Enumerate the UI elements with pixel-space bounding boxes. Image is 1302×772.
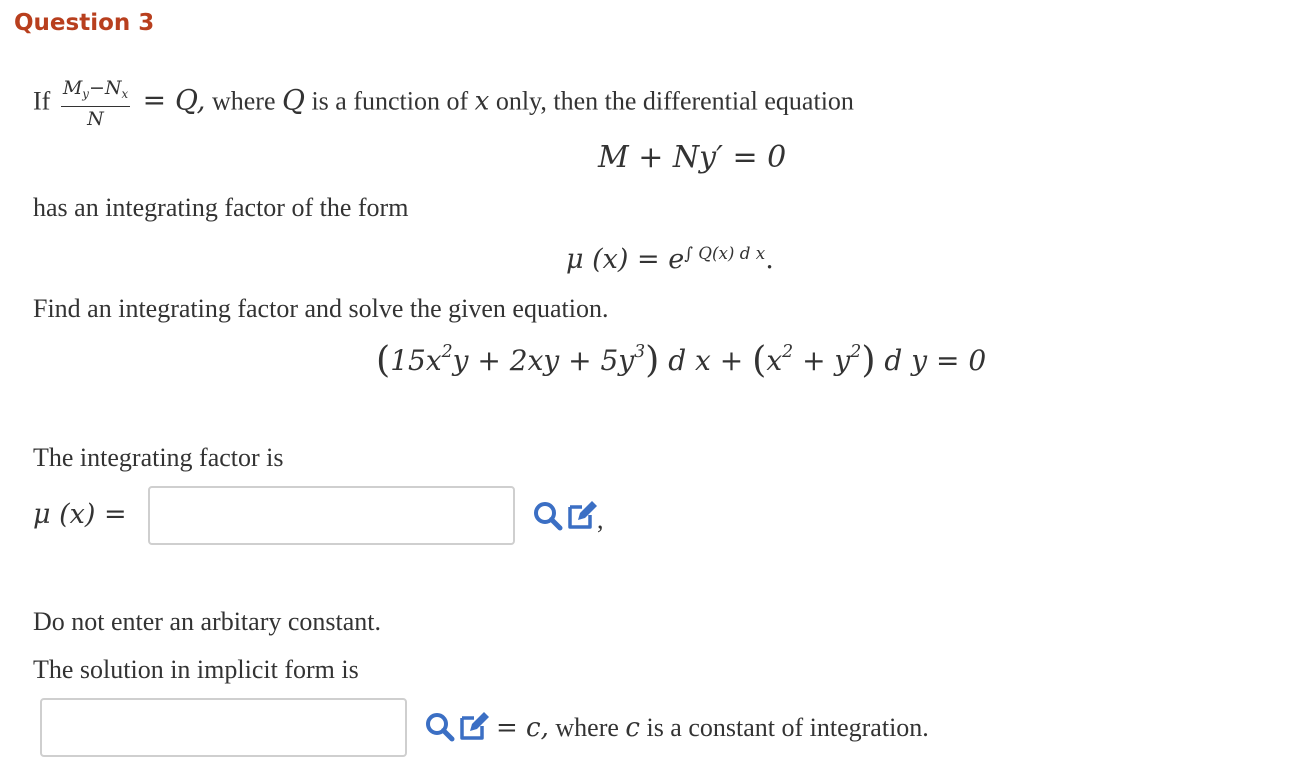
find-instruction: Find an integrating factor and solve the given equation. [33, 294, 609, 323]
mu-formula [566, 243, 774, 275]
q-symbol: Q [281, 83, 305, 117]
only-then-text: only, then the differential equation [495, 86, 854, 116]
equation-m-plus-ny: M + Ny′ = 0 [598, 140, 787, 175]
mu-exponent: ∫ Q(x) d x [684, 243, 766, 263]
pencil-square-icon[interactable] [458, 710, 490, 742]
integrating-factor-form-text: has an integrating factor of the form [33, 193, 409, 222]
where-c-text: where [555, 713, 619, 742]
main-equation: $(15x^2y + 2xy + 5y^3)$ d $x + (x^2 + y^2)$ d y = 0 [376, 338, 987, 381]
solution-tail [496, 713, 929, 743]
if-label: If [33, 86, 51, 116]
magnifier-icon[interactable] [532, 500, 564, 532]
solution-label: The solution in implicit form is [33, 655, 359, 684]
question-heading: Question 3 [14, 10, 155, 36]
function-of-text: is a function of [311, 86, 469, 116]
fraction-denominator: N [87, 108, 104, 131]
pencil-square-icon[interactable] [566, 499, 598, 531]
fraction-my-nx-over-n [61, 76, 130, 131]
integrating-factor-label: The integrating factor is [33, 443, 284, 472]
mu-prefix: μ (x) = [33, 499, 127, 530]
mu-lhs: μ (x) = e [566, 244, 685, 276]
constant-text: is a constant of integration. [646, 713, 929, 742]
constant-note: Do not enter an arbitary constant. [33, 607, 381, 636]
intro-line [33, 76, 854, 131]
mu-period: . [765, 244, 774, 276]
equals-q: = Q, [142, 83, 206, 117]
where-text: where [211, 86, 276, 116]
solution-input[interactable] [40, 698, 407, 757]
factor-comma: , [597, 505, 604, 534]
x-symbol: x [474, 86, 490, 117]
magnifier-icon[interactable] [424, 711, 456, 743]
fraction-numerator: $M_y-N_x$ [61, 76, 130, 107]
c-symbol: c [625, 713, 640, 743]
equals-c: = c, [496, 713, 549, 743]
integrating-factor-input[interactable] [148, 486, 515, 545]
